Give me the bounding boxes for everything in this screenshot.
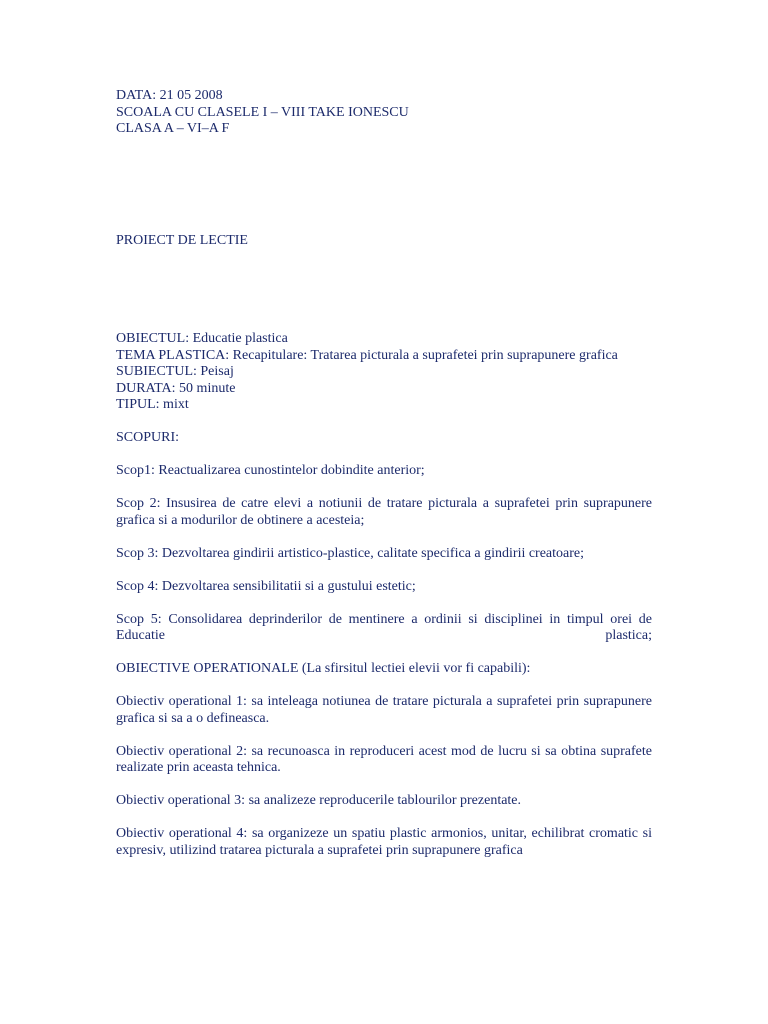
scop-item: Scop 5: Consolidarea deprinderilor de mentinere a ordinii si disciplinei in timpul orei de Educatie plastica; (116, 611, 652, 643)
class-line: CLASA A – VI–A F (116, 121, 230, 136)
scop-item: Scop1: Reactualizarea cunostintelor dobindite anterior; (116, 463, 425, 478)
obiectiv-item: Obiectiv operational 3: sa analizeze reproducerile tablourilor prezentate. (116, 793, 522, 808)
durata-line: DURATA: 50 minute (116, 380, 236, 396)
scop-item: Scop 2: Insusirea de catre elevi a notiunii de tratare picturala a suprafetei prin suprapunere grafica si a modurilor de obtinere a acesteia; (116, 496, 652, 528)
obiectiv-item: Obiectiv operational 2: sa recunoasca in reproduceri acest mod de lucru si sa obtina suprafete realizate prin aceasta tehnica. (116, 743, 652, 775)
scop-item: Scop 4: Dezvoltarea sensibilitatii si a gustului estetic; (116, 578, 416, 594)
document-page (116, 88, 652, 859)
subiectul-line: SUBIECTUL: Peisaj (116, 364, 234, 379)
document-title: PROIECT DE LECTIE (116, 232, 248, 248)
scopuri-heading: SCOPURI: (116, 430, 180, 445)
date-line: DATA: 21 05 2008 (116, 88, 223, 103)
school-line: SCOALA CU CLASELE I – VIII TAKE IONESCU (116, 104, 409, 120)
obiectul-line: OBIECTUL: Educatie plastica (116, 331, 288, 346)
obiectiv-item: Obiectiv operational 4: sa organizeze un spatiu plastic armonios, unitar, echilibrat cromatic si expresiv, utilizind tratarea picturala a suprafetei prin suprapunere grafica (116, 826, 652, 858)
scop-item: Scop 3: Dezvoltarea gindirii artistico-plastice, calitate specifica a gindirii creatoare; (116, 545, 585, 561)
tema-line: TEMA PLASTICA: Recapitulare: Tratarea picturala a suprafetei prin suprapunere grafica (116, 347, 618, 363)
obiectiv-item: Obiectiv operational 1: sa inteleaga notiunea de tratare picturala a suprafetei prin suprapunere grafica si sa a o defineasca. (116, 694, 652, 726)
tipul-line: TIPUL: mixt (116, 397, 189, 412)
obiective-heading: OBIECTIVE OPERATIONALE (La sfirsitul lectiei elevii vor fi capabili): (116, 661, 531, 676)
